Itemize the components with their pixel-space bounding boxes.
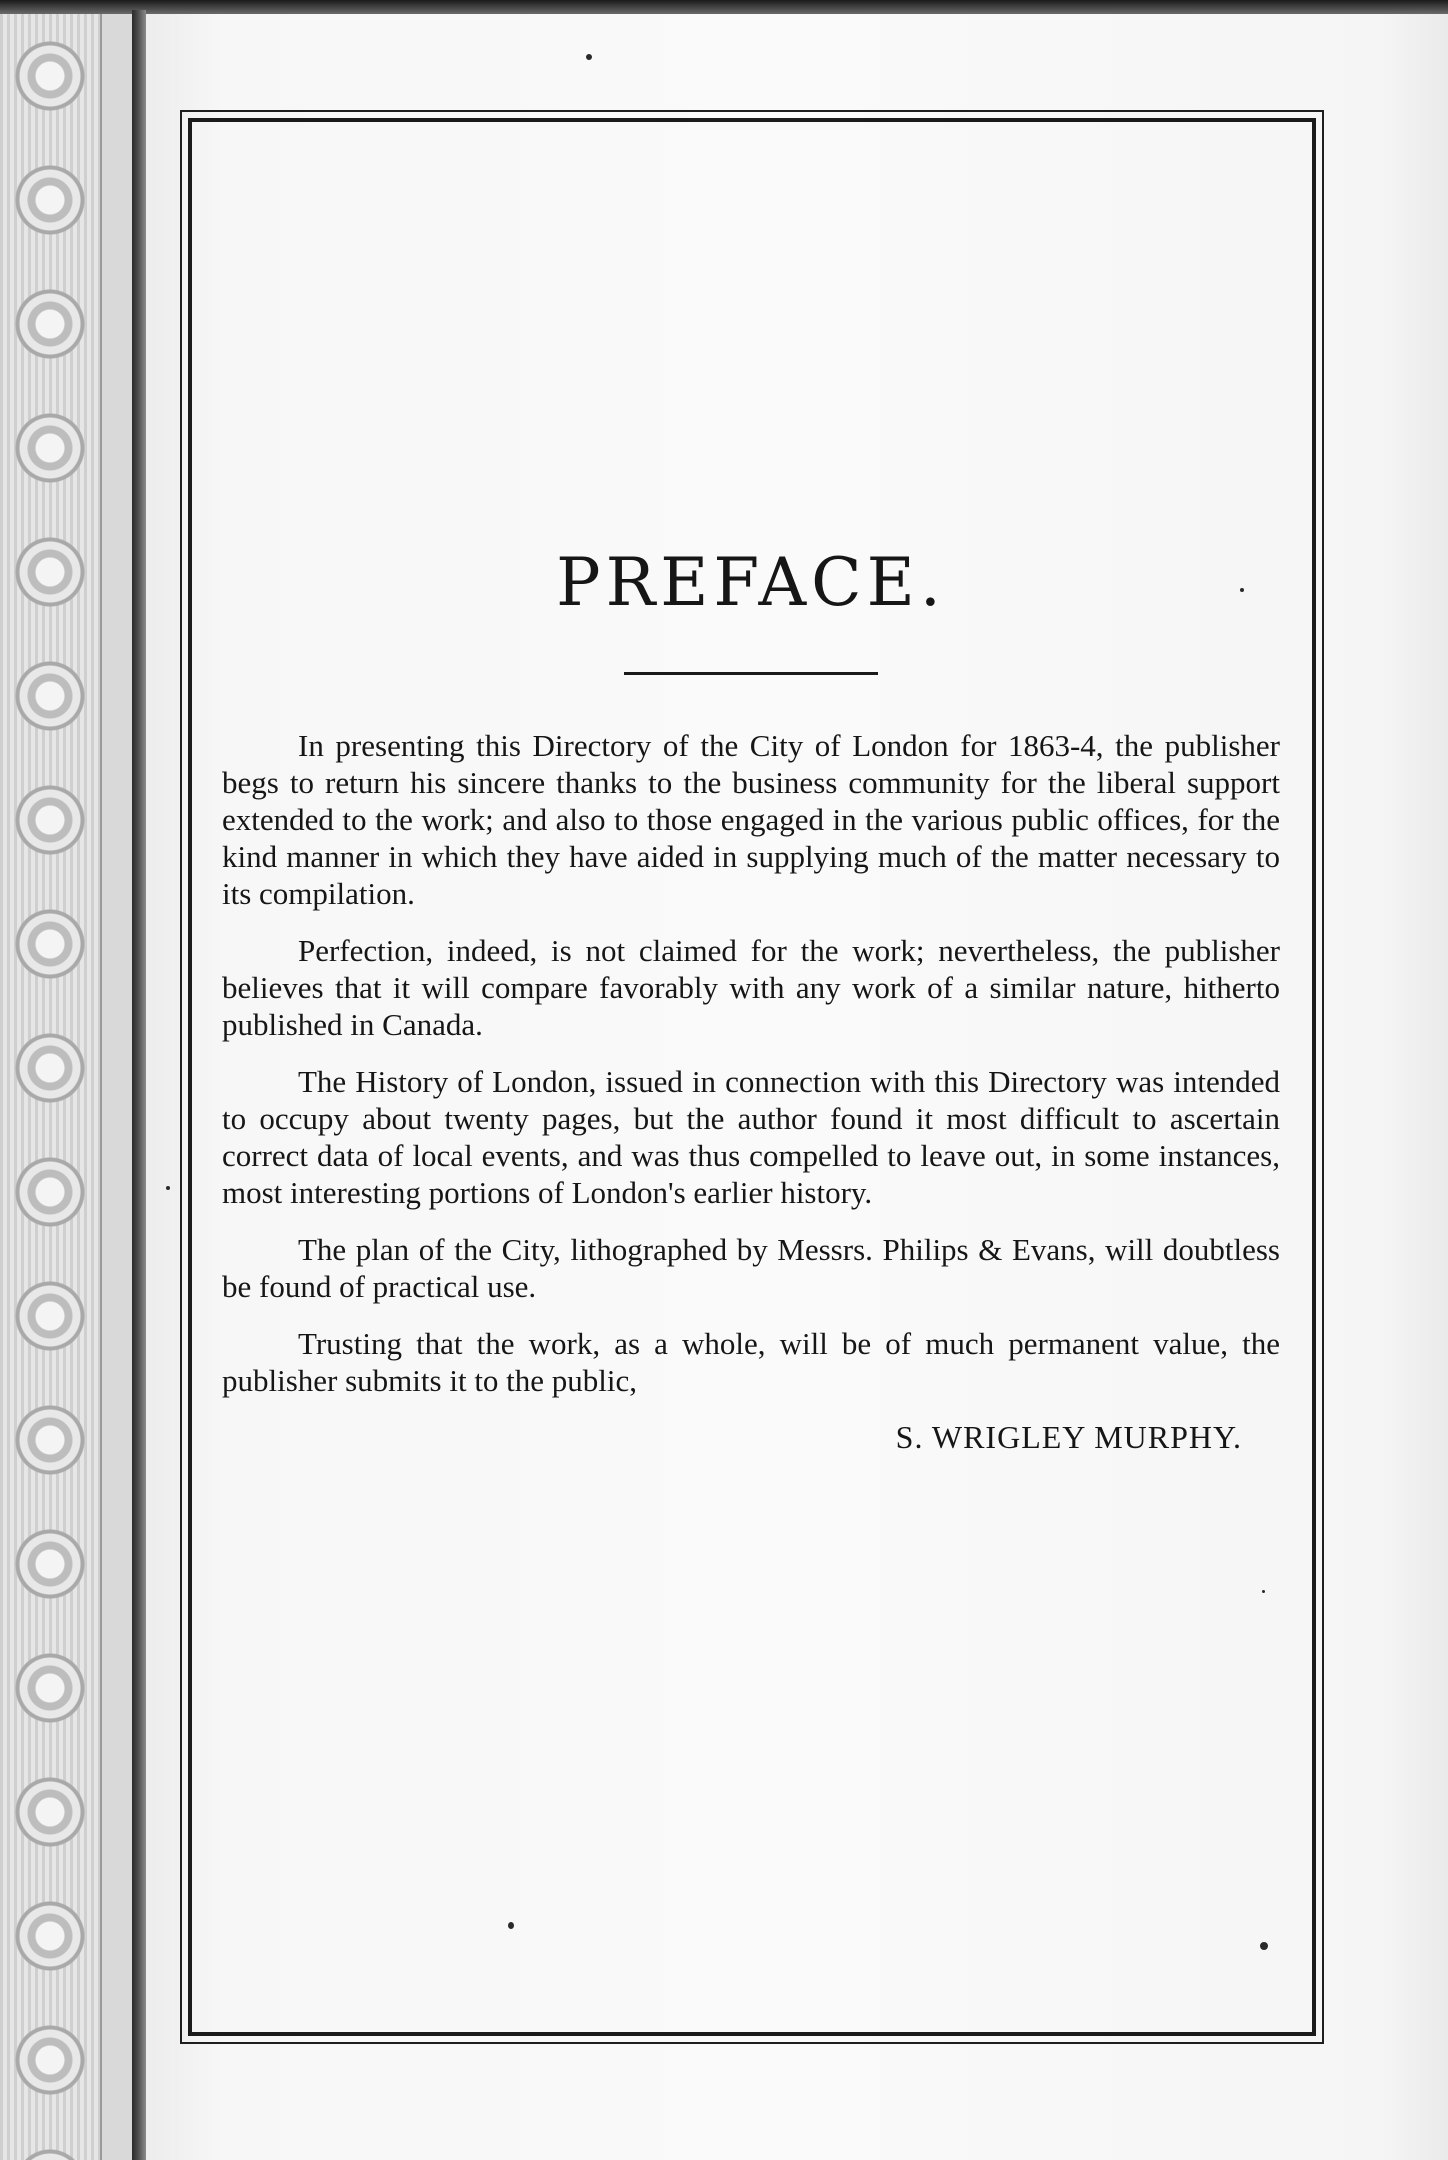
decorative-binding-strip [0,14,102,2160]
signature: S. WRIGLEY MURPHY. [895,1419,1242,1455]
scan-speck [166,1186,170,1190]
page-gutter [132,10,146,2160]
scan-edge [0,0,1448,14]
paragraph-4: The plan of the City, lithographed by Messrs. Philips & Evans, will doubtless be found of practical use. [222,1232,1280,1304]
scan-speck [586,54,592,60]
scan-speck [508,1922,514,1929]
scan-speck [1240,588,1244,592]
paragraph-1: In presenting this Directory of the City of London for 1863-4, the publisher begs to return his sincere thanks to the business community for the liberal support extended to the work; and also to those engaged in the various public offices, for the kind manner in which they have aided in supplying much of the matter necessary to its compilation. [222,728,1280,911]
scan-speck [1260,1942,1268,1950]
scan-speck [1262,1590,1265,1593]
paragraph-5: Trusting that the work, as a whole, will be of much permanent value, the publisher submits it to the public, [222,1326,1280,1398]
title-divider [624,672,878,675]
preface-content [222,540,1280,1456]
page-title: PREFACE. [556,544,946,621]
paragraph-2: Perfection, indeed, is not claimed for the work; nevertheless, the publisher believes that it will compare favorably with any work of a similar nature, hitherto published in Canada. [222,933,1280,1042]
paragraph-3: The History of London, issued in connection with this Directory was intended to occupy about twenty pages, but the author found it most difficult to ascertain correct data of local events, and was thus compelled to leave out, in some instances, most interesting portions of London's earlier history. [222,1064,1280,1210]
